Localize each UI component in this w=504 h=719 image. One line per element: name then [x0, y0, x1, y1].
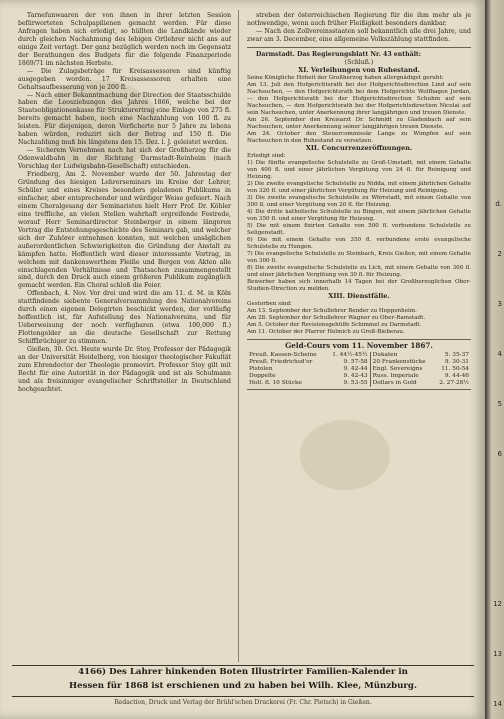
section-item: Am 28. September der Schullehrer Wagner zu Ober-Ramstadt.: [247, 314, 426, 321]
coin-value: 5. 35-37: [444, 351, 469, 358]
section-item: Am 26. September den Kreisarzt Dr. Schmidt zu Gladenbach auf sein Nachsuchen, unter Anerkennung seiner langjährigen treuen Dienste.: [247, 116, 471, 130]
advertisement-line-1: [12, 666, 474, 680]
paragraph-staatsschulden: — Nach einer Bekanntmachung der Direction der Staatsschulde haben die Loosziehungen des Jahres 1866, welche bei der Staatsobligationenkasse für Strukturertrag eine Einlage von 275 fl. bereits gemacht haben, noch eine Nachzahlung von 100 fl. zu leisten. Für diejenigen, deren Verficherte nur 5 Jahre zu lebens haben würden, reduzirt sich der Betrag auf 150 fl. Die Nachzahlung muß bis längstens den 15. Dez. l. J. geleistet werden.: [18, 91, 231, 147]
coin-value: 9. 42-43: [343, 372, 368, 379]
gutter-mark: 12: [493, 600, 502, 608]
coin-value: 2. 27-28½: [439, 379, 469, 386]
coin-name: Preuß. Kassen-Scheine: [249, 351, 317, 358]
gutter-mark: d.: [495, 200, 502, 208]
gazette-sub: (Schluß.): [344, 58, 374, 66]
gutter-mark: 2: [497, 250, 502, 258]
section-item: Gestorben sind:: [247, 300, 292, 307]
section-item: 6) Die mit einem Gehalte von 350 fl. verbundene erste evangelische Schulstelle zu Hungen.: [247, 236, 471, 250]
section-heading: XII. Concurrenzeröffnungen.: [305, 143, 413, 152]
gutter-mark: 3: [497, 300, 502, 308]
table-row: [247, 352, 471, 359]
section-item: 3) Die zweite evangelische Schulstelle zu Wörrstadt, mit einem Gehalte von 300 fl. und einer Vergütung von 20 fl. für Heizung.: [247, 194, 471, 208]
advertisement-number: 4166): [78, 667, 107, 677]
coin-name: Dollars in Gold: [370, 380, 434, 387]
section-item: Seine Königliche Hoheit der Großherzog haben allergnädigst geruht:: [247, 74, 444, 81]
gutter-mark: 6: [497, 450, 502, 458]
section-item: 7) Die evangelische Schulstelle zu Steinbach, Kreis Gießen, mit einem Gehalte von 300 fl.: [247, 250, 471, 264]
section-item: Am 13. September der Schullehrer Bender zu Heppenheim.: [247, 307, 417, 314]
paragraph-friedberg: Friedberg, Am 2. November wurde der 50. Jahrestag der Gründung des hiesigen Lehrerseminars im Kreise der Lehrer, Schüler und eines Kreises besonders geladenen Publikums in einfacher, aber entsprechender und würdiger Weise gefeiert. Nach einem Choralgesang der Seminaristen hielt Herr Prof. Dr. Köhler eine treffliche, an vielen Stellen wahrhaft ergreifende Festrede, worauf Herr Seminardirector Steinberger in einem längeren Vortrag die Entstehungsgeschichte des Seminars gab, und welcher sich der Zuhörer entnehmen konnten, mit welchen unsäglichen außerordentlichen Schwierigkeiten die Gründung der Anstalt zu kämpfen hatte. Hoffentlich wird dieser interessante Vortrag, in welchem mit dankenswerthem Fleiße und Bergen von Akten alle einschlagenden Verhältnisse und Thatsachen zusammengestellt sind, durch den Druck auch einem größeren Publikum zugänglich gemacht werden. Ein Choral schloß die Feier.: [18, 171, 231, 290]
coin-value: 9. 42-44: [343, 365, 368, 372]
paragraph-oesterreich: streben der österreichischen Regierung für die ihm mehr als je nothwendige, wenn auch früher Fleißigkeit besonders dankbar.: [247, 12, 471, 27]
section-list: [247, 301, 471, 336]
coin-name: Holl. fl. 10 Stücke: [249, 379, 302, 386]
paragraph-giessen: Gießen, 30. Oct. Heute wurde Dr. Stoy, Professor der Pädagogik an der Universität Heidelberg, von hiesiger theologischer Fakultät zum Ehrendoctor der Theologie promovirt. Professor Stoy gilt mit Recht für eine Autorität in der Pädagogik und ist als Schulmann und als freisinniger evangelischer Schriftsteller in Deutschland hochgeachtet.: [18, 346, 231, 393]
right-column: [247, 12, 471, 667]
advertisement-banner: [12, 665, 474, 697]
coin-name: Dukaten: [370, 352, 434, 359]
paragraph-landstaende: Tarnefunwaaren der von ihnen in ihrer letzten Session befürworteten Schulpapilienen gemacht werden. Für diese Anfragen haben sich erledigt, so hüllten die Landkände wieder durch gleichen Nachahmung des lebigen Ortlehrer nicht ans auf einige Zeit vertagt. Der ganz bezüglich werden noch im Gegensatz der Berathungen des Budgets für die folgende Finanzperiode 1869/71 im nächsten Herbste.: [18, 12, 231, 67]
gazette-title: Darmstadt. Das Regierungsblatt Nr. 43 enthält:: [256, 50, 422, 58]
gutter-mark: 14: [493, 700, 502, 708]
gutter-mark: 4: [497, 350, 502, 358]
gutter-mark: 5: [497, 400, 502, 408]
section-item: Am 24. October den Steuercommissär Lange zu Wimpfen auf sein Nachsuchen in den Ruhestand zu versetzen.: [247, 130, 471, 144]
section-item: 2) Die zweite evangelische Schulstelle zu Nidda, mit einem jährlichen Gehalte von 320 fl. und einer jährlichen Vergütung für Heizung und Reinigung.: [247, 180, 471, 194]
coin-name: Preuß. Friedrichsd'or: [249, 358, 313, 365]
coin-name: Doppelte: [249, 372, 276, 379]
section-item: 5) Die mit einem fixirten Gehalte von 500 fl. verbundene Schulstelle zu Seligenstadt.: [247, 222, 471, 236]
section-list: [247, 75, 471, 145]
paragraph-offenbach: Offenbach, 4. Nov. Vor drei und wird die am 11. d. M. in Köln stattfindende siebente Generalversammlung des Nationalvereins durch einen eigenen Delegirten beschickt werden, der vorläufig hoffentlich ist, für Aufstellung des Nationalvereins, und für Ueberweisung der noch verfügbaren (etwa 100,000 fl.) Flottengelder an die deutsche Gesellschaft zur Rettung Schiffbrüchiger zu stimmen.: [18, 290, 231, 346]
section-item: Am 11. October der Pfarrer Helmich zu Groß-Bieberau.: [247, 328, 405, 335]
advertisement-text: Des Lahrer hinkenden Boten Illustrirter Familien-Kalender in: [109, 667, 408, 677]
coin-name: Russ. Imperiale: [370, 373, 434, 380]
section-item: Bewerber haben sich innerhalb 14 Tagen bei der Großherzoglichen Ober-Studien-Direction zu melden.: [247, 278, 471, 292]
table-row: [247, 373, 471, 380]
section-heading: XIII. Dienstfälle.: [328, 291, 390, 300]
section-item: 8) Die zweite evangelische Schulstelle zu Lich, mit einem Gehalte von 300 fl. und einer jährlichen Vergütung von 30 fl. für Heizung.: [247, 264, 471, 278]
imprint-footer: Redaction, Druck und Verlag der Brühl'schen Druckerei (Fr. Chr. Pietsch) in Gießen.: [114, 699, 372, 706]
gold-course-table: [247, 352, 471, 387]
column-divider: [238, 10, 239, 662]
gutter-mark: 13: [493, 650, 502, 658]
section-list: [247, 153, 471, 293]
coin-value: 11. 50-54: [441, 365, 469, 372]
coin-value: 9. 30-31: [444, 358, 469, 365]
paragraph-kreisassessoren: — Die Zulagsbeträge für Kreisassessoren sind künftig ausgegeben worden. 17 Kreisassessoren erhalten eine Gehaltsaufbesserung von je 200 fl.: [18, 67, 231, 91]
section-item: Am 13. Juli den Hofgerichtsrath bei der Hofgerichtsdirection Lind auf sein Nachsuchen, — den Hofgerichtsrath bei dem Hofgerichte Wolfhagen Jordan, — den Hofgerichtsrath bei der Hofgerichtsdirection Schuhm auf sein Nachsuchen, — den Hofgerichtsrath bei der Hofgerichtsdirection Nicolai auf sein Nachsuchen, unter Anerkennung ihrer langjährigen und treuen Dienste.: [247, 81, 471, 116]
coin-value: 9. 44-46: [444, 372, 469, 379]
coin-name: Engl. Sovereigns: [370, 366, 434, 373]
coin-value: 9. 57-58: [343, 358, 368, 365]
section-item: Erledigt sind:: [247, 152, 286, 159]
gazette-block: [247, 51, 471, 336]
coin-name: Pistolen: [249, 365, 273, 372]
coin-value: 9. 53-55: [343, 379, 368, 386]
gold-course-block: [247, 339, 471, 390]
section-item: 4) Die dritte katholische Schulstelle zu Bingen, mit einem jährlichen Gehalte von 350 fl. und einer Vergütung für Heizung.: [247, 208, 471, 222]
table-row: [247, 359, 471, 366]
binding-gutter: [485, 0, 504, 719]
section-item: Am 5. October der Revisionsgehülfe Schimmel zu Darmstadt.: [247, 321, 422, 328]
gold-course-title: Geld-Cours vom 11. November 1867.: [285, 340, 433, 350]
left-column: [18, 12, 231, 652]
table-row: [247, 366, 471, 373]
coin-value: 1. 44½-45½: [332, 351, 368, 358]
table-row: [247, 380, 471, 387]
coin-name: 20 Frankenstücke: [370, 359, 434, 366]
section-rule: [247, 47, 471, 48]
advertisement-line-2: Hessen für 1868 ist erschienen und zu haben bei Wilh. Klee, Münzburg.: [69, 680, 417, 691]
section-heading: XI. Verleihungen von Ruhestand.: [298, 65, 420, 74]
paragraph-odenwaldbahn: — Sicherem Vernehmen nach hat sich der Großherzog für die Odenwaldbahn in der Richtung Darmstadt-Reinheim (nach Vorschlag der Ludwigsbahn-Gesellschaft) entschieden.: [18, 147, 231, 171]
section-item: 1) Die fünfte evangelische Schulstelle zu Groß-Umstadt, mit einem Gehalte von 400 fl. und einer jährlichen Vergütung von 24 fl. für Reinigung und Heizung.: [247, 159, 471, 180]
paragraph-volkszaehlung: — Nach den Zollvereinsstaaten soll bekanntlich alle drei Jahre, und zwar am 3. December, eine allgemeine Volkszählung stattfinden.: [247, 27, 471, 43]
